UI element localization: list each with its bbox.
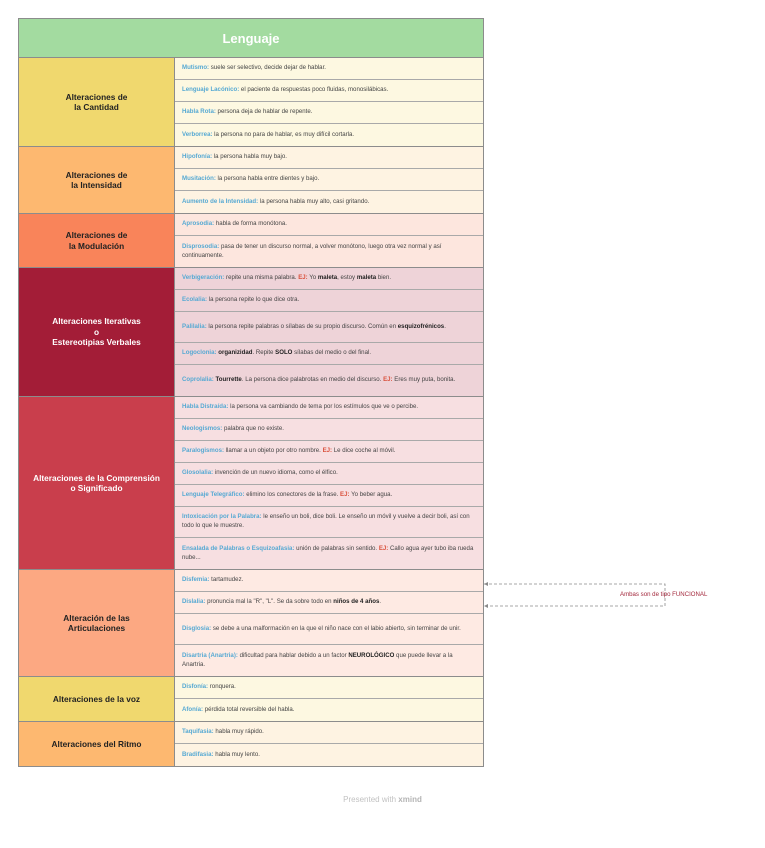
item-text — [182, 491, 476, 500]
item-term: Habla Rota: — [182, 108, 216, 116]
description-text: . — [379, 598, 382, 606]
description-text: persona deja de hablar de repente. — [215, 108, 313, 116]
list-item — [175, 147, 483, 169]
mind-map-table — [18, 18, 484, 767]
description-text: la persona habla entre dientes y bajo. — [215, 175, 320, 183]
description-text: bien. — [376, 274, 392, 282]
item-list — [175, 58, 483, 146]
item-list — [175, 147, 483, 213]
category-label: Alteraciones de la voz — [19, 677, 175, 721]
group-comprension — [19, 397, 483, 570]
item-text — [182, 376, 476, 385]
description-text: pérdida total reversible del habla. — [203, 705, 295, 713]
description-text: Callo agua ayer tubo iba rueda nube... — [182, 544, 474, 561]
item-term: Musitación: — [182, 175, 216, 183]
item-text — [182, 403, 476, 412]
list-item — [175, 722, 483, 744]
item-text — [182, 683, 476, 692]
list-item — [175, 441, 483, 463]
description-text: Eres muy puta, bonita. — [392, 376, 456, 384]
list-item — [175, 343, 483, 365]
footer — [0, 795, 765, 804]
item-text — [182, 576, 476, 585]
item-text — [182, 706, 476, 715]
item-term: Hipofonía: — [182, 153, 213, 161]
description-text: . — [444, 322, 446, 330]
category-label: Alteraciones Iterativas o Estereotipias Verbales — [19, 268, 175, 396]
item-term: Verborrea: — [182, 130, 213, 138]
category-groups — [19, 58, 483, 766]
category-label: Alteraciones del Ritmo — [19, 722, 175, 766]
example-marker: EJ: — [298, 274, 308, 282]
emphasis-text: SOLO — [275, 349, 293, 357]
item-text — [182, 243, 476, 261]
item-list — [175, 397, 483, 569]
item-term: Habla Distraída: — [182, 403, 229, 411]
list-item — [175, 397, 483, 419]
list-item — [175, 102, 483, 124]
description-text: , estoy — [337, 274, 357, 282]
item-term: Verbigeración: — [182, 274, 225, 282]
item-text — [182, 296, 476, 305]
footer-prefix: Presented with — [343, 795, 399, 804]
item-term: Mutismo: — [182, 64, 210, 72]
item-text — [182, 469, 476, 478]
group-voz — [19, 677, 483, 722]
item-term: Glosolalia: — [182, 469, 214, 477]
item-term: Taquifasia: — [182, 728, 214, 736]
description-text: Yo — [307, 274, 318, 282]
item-text — [182, 751, 476, 760]
emphasis-text: organizidad — [218, 349, 253, 357]
example-marker: EJ: — [340, 491, 350, 499]
list-item — [175, 236, 483, 267]
item-list — [175, 722, 483, 766]
item-text — [182, 513, 476, 531]
category-label: Alteración de las Articulaciones — [19, 570, 175, 676]
item-term: Intoxicación por la Palabra: — [182, 513, 262, 521]
list-item — [175, 507, 483, 538]
emphasis-text: maleta — [356, 274, 377, 282]
description-text: elimino los conectores de la frase. — [244, 491, 341, 499]
group-modulacion — [19, 214, 483, 268]
emphasis-text: NEUROLÓGICO — [348, 651, 395, 659]
description-text: la persona va cambiando de tema por los estímulos que ve o percibe. — [228, 403, 419, 411]
item-text — [182, 131, 476, 140]
item-text — [182, 598, 476, 607]
arrowhead-icon — [484, 604, 488, 608]
item-text — [182, 545, 476, 563]
list-item — [175, 169, 483, 191]
description-text: invención de un nuevo idioma, como el élfico. — [213, 469, 338, 477]
description-text: repite una misma palabra. — [224, 274, 299, 282]
description-text: llamar a un objeto por otro nombre. — [224, 447, 323, 455]
item-term: Disfemia: — [182, 576, 210, 584]
item-text — [182, 198, 476, 207]
item-text — [182, 323, 476, 332]
description-text: tartamudez. — [209, 576, 244, 584]
emphasis-text: esquizofrénicos — [397, 322, 445, 330]
item-term: Paralogismos: — [182, 447, 224, 455]
item-term: Logoclonia: — [182, 349, 217, 357]
item-text — [182, 175, 476, 184]
description-text: la persona habla muy alto, casi gritando. — [258, 197, 370, 205]
category-label: Alteraciones de la Cantidad — [19, 58, 175, 146]
emphasis-text: Tourrette — [215, 376, 242, 384]
item-term: Disprosodia: — [182, 242, 220, 250]
group-cantidad — [19, 58, 483, 147]
list-item — [175, 645, 483, 676]
description-text: . Repite — [252, 349, 276, 357]
example-marker: EJ: — [383, 376, 393, 384]
description-text: Le dice coche al móvil. — [332, 447, 396, 455]
list-item — [175, 614, 483, 645]
description-text: pronuncia mal la "R", "L". Se da sobre todo en — [205, 598, 334, 606]
item-term: Disfonía: — [182, 683, 209, 691]
list-item — [175, 570, 483, 592]
example-marker: EJ: — [378, 544, 389, 552]
description-text: palabra que no existe. — [222, 425, 284, 433]
arrowhead-icon — [484, 582, 488, 586]
description-text: habla muy rápido. — [213, 728, 264, 736]
item-term: Disglosia: — [182, 624, 212, 632]
relationship-note: Ambas son de tipo FUNCIONAL — [620, 591, 708, 598]
description-text: suele ser selectivo, decide dejar de hablar. — [209, 64, 326, 72]
item-term: Aumento de la Intensidad: — [182, 197, 259, 205]
list-item — [175, 290, 483, 312]
item-term: Palilalia: — [182, 322, 207, 330]
item-text — [182, 153, 476, 162]
description-text: Yo beber agua. — [349, 491, 393, 499]
list-item — [175, 268, 483, 290]
description-text: le enseño un boli, dice boli. Le enseño un móvil y vuelve a decir boli, así con todo lo que le muestre. — [182, 513, 470, 529]
item-term: Disartria (Anartria): — [182, 651, 238, 659]
description-text: ronquera. — [208, 683, 236, 691]
item-list — [175, 214, 483, 267]
item-term: Ensalada de Palabras o Esquizoafasia: — [182, 544, 295, 552]
item-text — [182, 652, 476, 670]
item-text — [182, 64, 476, 73]
list-item — [175, 214, 483, 236]
list-item — [175, 485, 483, 507]
description-text: pasa de tener un discurso normal, a volver monótono, luego otra vez normal y así continuamente. — [182, 242, 442, 259]
item-term: Coprolalia: — [182, 376, 214, 384]
description-text: el paciente da respuestas poco fluidas, monosilábicas. — [239, 86, 389, 94]
example-marker: EJ: — [322, 447, 333, 455]
item-term: Lenguaje Telegráfico: — [182, 491, 245, 499]
list-item — [175, 365, 483, 396]
emphasis-text: maleta — [317, 274, 338, 282]
description-text: . La persona dice palabrotas en medio del discurso. — [241, 376, 384, 384]
group-iterativas — [19, 268, 483, 397]
item-term: Neologismos: — [182, 425, 223, 433]
page-title: Lenguaje — [19, 19, 483, 58]
item-list — [175, 268, 483, 396]
list-item — [175, 312, 483, 343]
list-item — [175, 191, 483, 213]
description-text: la persona no para de hablar, es muy difícil cortarla. — [212, 130, 355, 138]
item-text — [182, 728, 476, 737]
list-item — [175, 463, 483, 485]
item-term: Bradifasia: — [182, 750, 214, 758]
list-item — [175, 419, 483, 441]
item-text — [182, 274, 476, 283]
item-text — [182, 349, 476, 358]
list-item — [175, 677, 483, 699]
emphasis-text: niños de 4 años — [333, 598, 380, 606]
description-text: dificultad para hablar debido a un factor — [237, 651, 349, 659]
group-intensidad — [19, 147, 483, 214]
description-text: habla de forma monótona. — [214, 220, 288, 228]
category-label: Alteraciones de la Modulación — [19, 214, 175, 267]
description-text: que puede llevar a la Anartria. — [182, 651, 453, 668]
description-text: habla muy lento. — [213, 750, 260, 758]
item-text — [182, 108, 476, 117]
group-ritmo — [19, 722, 483, 766]
item-list — [175, 677, 483, 721]
item-text — [182, 425, 476, 434]
category-label: Alteraciones de la Comprensión o Significado — [19, 397, 175, 569]
list-item — [175, 699, 483, 721]
footer-brand: xmind — [398, 795, 422, 804]
list-item — [175, 124, 483, 146]
item-term: Aprosodia: — [182, 220, 215, 228]
item-term: Dislalia: — [182, 598, 206, 606]
description-text: la persona repite lo que dice otra. — [207, 296, 300, 304]
description-text: sílabas del medio o del final. — [292, 349, 372, 357]
description-text: unión de palabras sin sentido. — [294, 544, 379, 552]
item-list — [175, 570, 483, 676]
description-text: la persona habla muy bajo. — [212, 153, 287, 161]
item-text — [182, 447, 476, 456]
list-item — [175, 58, 483, 80]
item-text — [182, 86, 476, 95]
description-text: se debe a una malformación en la que el niño nace con el labio abierto, sin terminar de unir. — [211, 624, 461, 632]
item-text — [182, 220, 476, 229]
list-item — [175, 80, 483, 102]
category-label: Alteraciones de la Intensidad — [19, 147, 175, 213]
item-term: Afonía: — [182, 705, 203, 713]
item-term: Ecolalia: — [182, 296, 208, 304]
description-text: la persona repite palabras o sílabas de su propio discurso. Común en — [206, 322, 398, 330]
group-articulaciones — [19, 570, 483, 677]
item-term: Lenguaje Lacónico: — [182, 86, 240, 94]
list-item — [175, 538, 483, 569]
list-item — [175, 592, 483, 614]
list-item — [175, 744, 483, 766]
item-text — [182, 625, 476, 634]
